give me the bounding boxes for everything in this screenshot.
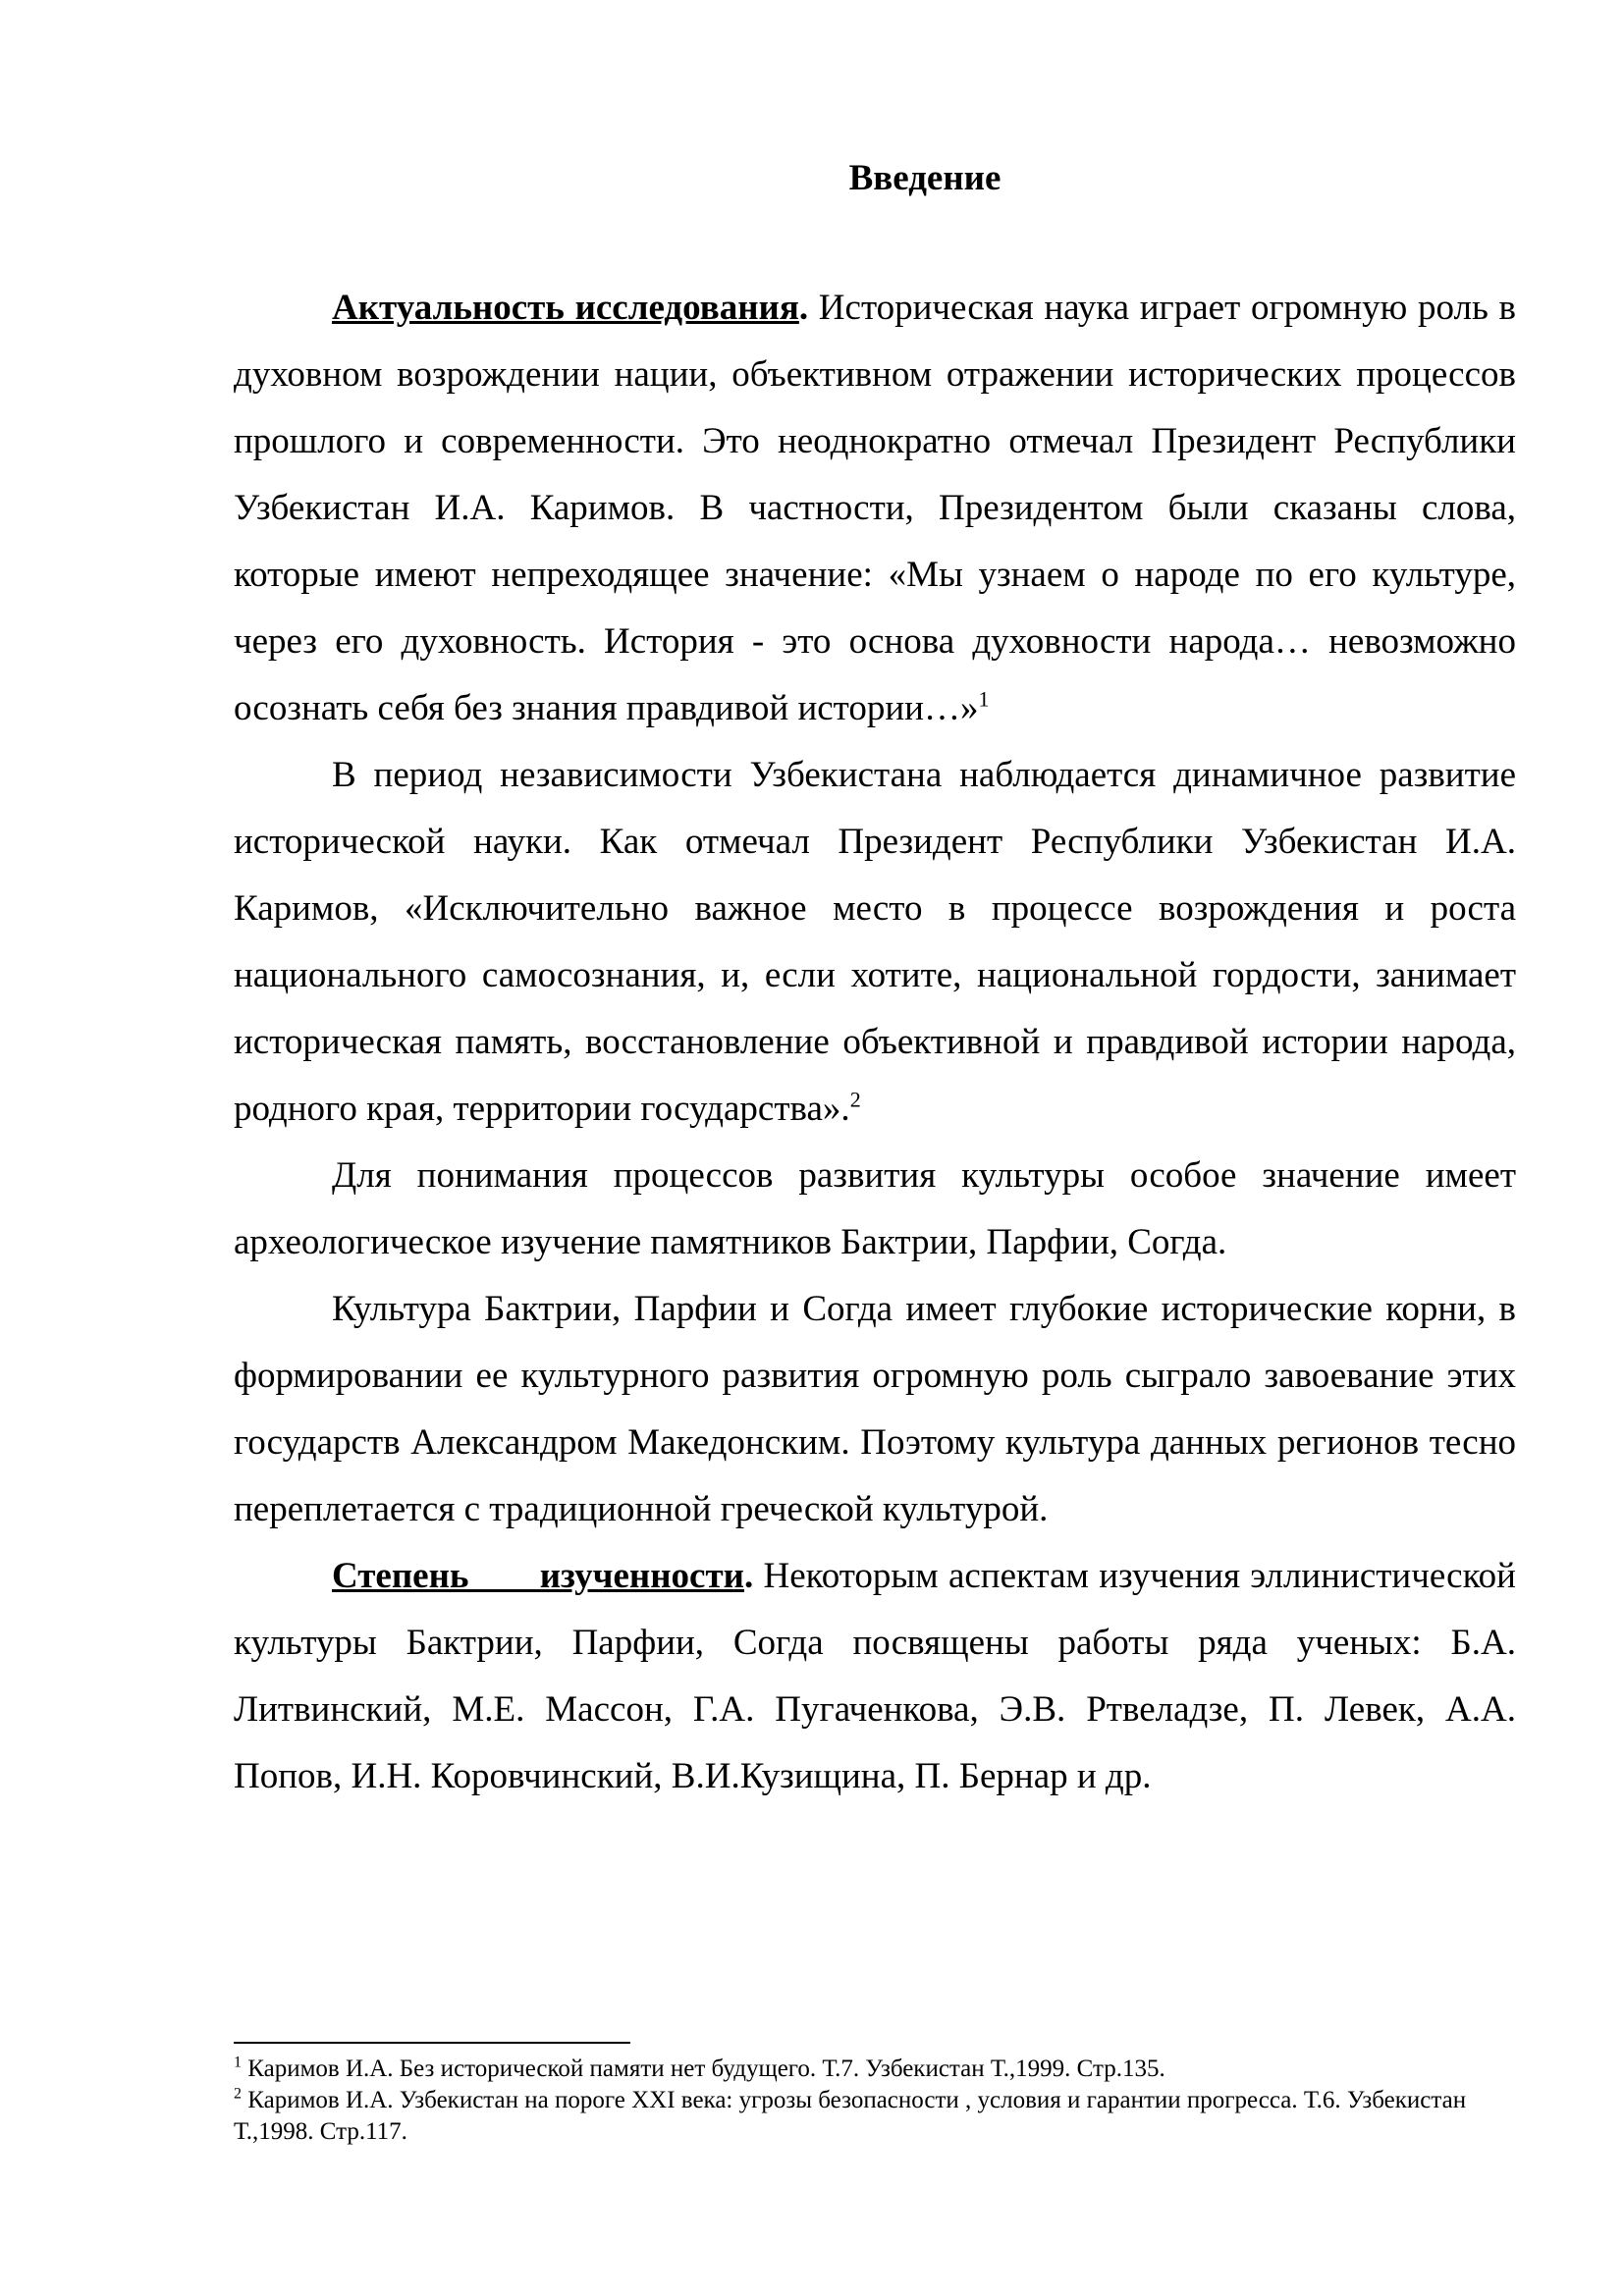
footnote-reference: 2 xyxy=(849,1087,861,1112)
footnote-reference: 1 xyxy=(978,686,990,712)
paragraph-archaeology xyxy=(234,1143,1516,1276)
page-title: Введение xyxy=(848,158,1001,198)
paragraph-text: Некоторым аспектам изучения эллинистической культуры Бактрии, Парфии, Согда посвящены работы ряда ученых: Б.А. Литвинский, М.Е. Массон, Г.А. Пугаченкова, Э.В. Ртвеладзе, П. Левек, А.А. Попов, И.Н. Коровчинский, В.И.Кузищина, П. Бернар и др. xyxy=(234,1556,1516,1796)
footnotes xyxy=(234,2054,1516,2148)
paragraph-culture xyxy=(234,1276,1516,1543)
footnote-separator xyxy=(234,2042,630,2044)
heading-period: . xyxy=(798,288,809,328)
footnote-item xyxy=(234,2054,1516,2085)
paragraph-independence xyxy=(234,742,1516,1143)
paragraph-text: Для понимания процессов развития культуры особое значение имеет археологическое изучение памятников Бактрии, Парфии, Согда. xyxy=(234,1155,1516,1262)
paragraph-text: В период независимости Узбекистана наблюдается динамичное развитие исторической науки. Как отмечал Президент Республики Узбекистан И.А. Каримов, «Исключительно важное место в процессе возрождения и роста национального самосознания, и, если хотите, национальной гордости, занимает историческая память, восстановление объективной и правдивой истории народа, родного края, территории государства». xyxy=(234,755,1516,1129)
section-heading-relevance: Актуальность исследования xyxy=(332,288,799,328)
paragraph-text: Историческая наука играет огромную роль в духовном возрождении нации, объективном отражении исторических процессов прошлого и современности. Это неоднократно отмечал Президент Республики Узбекистан И.А. Каримов. В частности, Президентом были сказаны слова, которые имеют непреходящее значение: «Мы узнаем о народе по его культуре, через его духовность. История - это основа духовности народа… невозможно осознать себя без знания правдивой истории…» xyxy=(234,288,1516,728)
section-heading-study-degree: Степень изученности xyxy=(332,1556,744,1596)
paragraph-study-degree xyxy=(234,1543,1516,1810)
footnote-text: Каримов И.А. Без исторической памяти нет будущего. Т.7. Узбекистан Т.,1999. Стр.135. xyxy=(242,2056,1165,2082)
footnote-mark: 2 xyxy=(234,2085,242,2103)
paragraph-text: Культура Бактрии, Парфии и Согда имеет глубокие исторические корни, в формировании ее культурного развития огромную роль сыграло завоевание этих государств Александром Македонским. Поэтому культура данных регионов тесно переплетается с традиционной греческой культурой. xyxy=(234,1289,1516,1529)
paragraph-relevance xyxy=(234,275,1516,742)
section-heading-study-degree-wrap xyxy=(332,1556,744,1596)
footnote-mark: 1 xyxy=(234,2054,242,2071)
document-body xyxy=(234,275,1516,1810)
footnote-text: Каримов И.А. Узбекистан на пороге XXI века: угрозы безопасности , условия и гарантии прогресса. Т.6. Узбекистан Т.,1998. Стр.117. xyxy=(234,2087,1467,2145)
footnote-item xyxy=(234,2085,1516,2148)
heading-period: . xyxy=(743,1556,754,1596)
